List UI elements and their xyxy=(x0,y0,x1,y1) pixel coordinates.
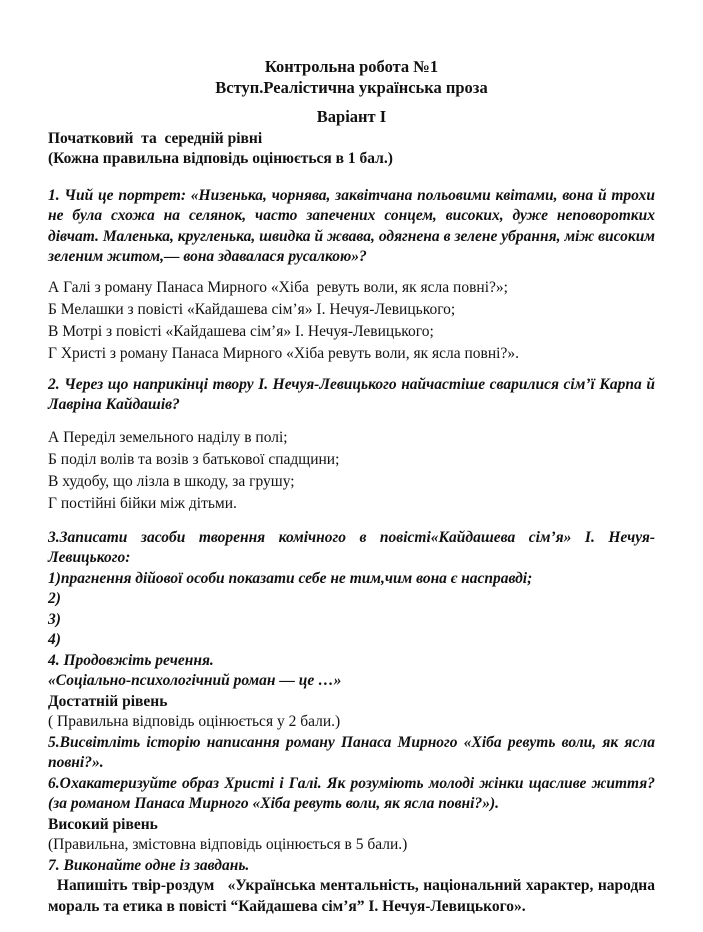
question-7-task: Напишіть твір-роздум «Українська ментальність, національний характер, народна мораль та етика в повісті “Кайдашева сім’я” І. Нечуя-Левицького». xyxy=(48,877,659,915)
question-7-text: 7. Виконайте одне із завдань. xyxy=(48,856,250,874)
question-2-option-a: А Переділ земельного наділу в полі; xyxy=(48,428,288,446)
high-level-note: (Правильна, змістовна відповідь оцінюється в 5 бали.) xyxy=(48,836,408,853)
initial-level-note: (Кожна правильна відповідь оцінюється в 1 бал.) xyxy=(48,150,393,167)
question-2-options xyxy=(48,427,655,515)
variant-heading: Варіант І xyxy=(316,107,387,126)
question-1-text: 1. Чий це портрет: «Низенька, чорнява, заквітчана польовими квітами, вона й трохи не була схожа на селянок, часто запечених сонцем, високих, дуже неповоротких дівчат. Маленька, кругленька, швидка й жвава, одягнена в зелене убрання, між високим зеленим житом,— вона здавалася русалкою»? xyxy=(48,186,659,265)
question-3-item-4: 4) xyxy=(48,631,61,648)
sufficient-level-heading: Достатній рівень xyxy=(48,692,168,710)
question-3-item-2: 2) xyxy=(48,590,61,607)
question-2-option-v: В худобу, що лізла в шкоду, за грушу; xyxy=(48,472,295,490)
high-level-heading: Високий рівень xyxy=(48,815,158,833)
question-6-text: 6.Охакатеризуйте образ Христі і Галі. Як розуміють молоді жінки щасливе життя?(за романом Панаса Мирного «Хіба ревуть воли, як ясла повні?»). xyxy=(48,774,655,812)
question-4-sentence: «Соціально-психологічний роман — це …» xyxy=(48,672,342,689)
question-1-option-v: В Мотрі з повісті «Кайдашева сім’я» І. Нечуя-Левицького; xyxy=(48,322,434,340)
question-2-text: 2. Через що наприкінці твору І. Нечуя-Левицького найчастіше сварилися сім’ї Карпа й Лавріна Кайдашів? xyxy=(48,375,659,413)
question-5-text: 5.Висвітліть історію написання роману Панаса Мирного «Хіба ревуть воли, як ясла повні?». xyxy=(48,733,659,771)
question-3-block xyxy=(48,528,655,651)
question-3-item-3: 3) xyxy=(48,610,61,628)
question-1-option-a: А Галі з роману Панаса Мирного «Хіба ревуть воли, як ясла повні?»; xyxy=(48,278,508,296)
initial-level-heading: Початковий та середній рівні xyxy=(48,129,263,147)
doc-title-line1: Контрольна робота №1 xyxy=(264,57,439,76)
question-2-option-g: Г постійні бійки між дітьми. xyxy=(48,494,237,512)
question-1-options xyxy=(48,277,655,365)
question-3-text: 3.Записати засоби творення комічного в повісті«Кайдашева сім’я» І. Нечуя-Левицького: xyxy=(48,528,655,566)
doc-title-line2: Вступ.Реалістична українська проза xyxy=(215,77,488,97)
sufficient-level-note: ( Правильна відповідь оцінюється у 2 бали.) xyxy=(48,713,341,730)
question-2-option-b: Б поділ волів та возів з батькової спадщини; xyxy=(48,450,340,468)
question-1-option-g: Г Христі з роману Панаса Мирного «Хіба ревуть воли, як ясла повні?». xyxy=(48,344,519,362)
question-4-text: 4. Продовжіть речення. xyxy=(48,651,214,669)
question-1-option-b: Б Мелашки з повісті «Кайдашева сім’я» І. Нечуя-Левицького; xyxy=(48,300,456,318)
question-3-item-1: 1)прагнення дійової особи показати себе не тим,чим вона є насправді; xyxy=(48,569,533,587)
